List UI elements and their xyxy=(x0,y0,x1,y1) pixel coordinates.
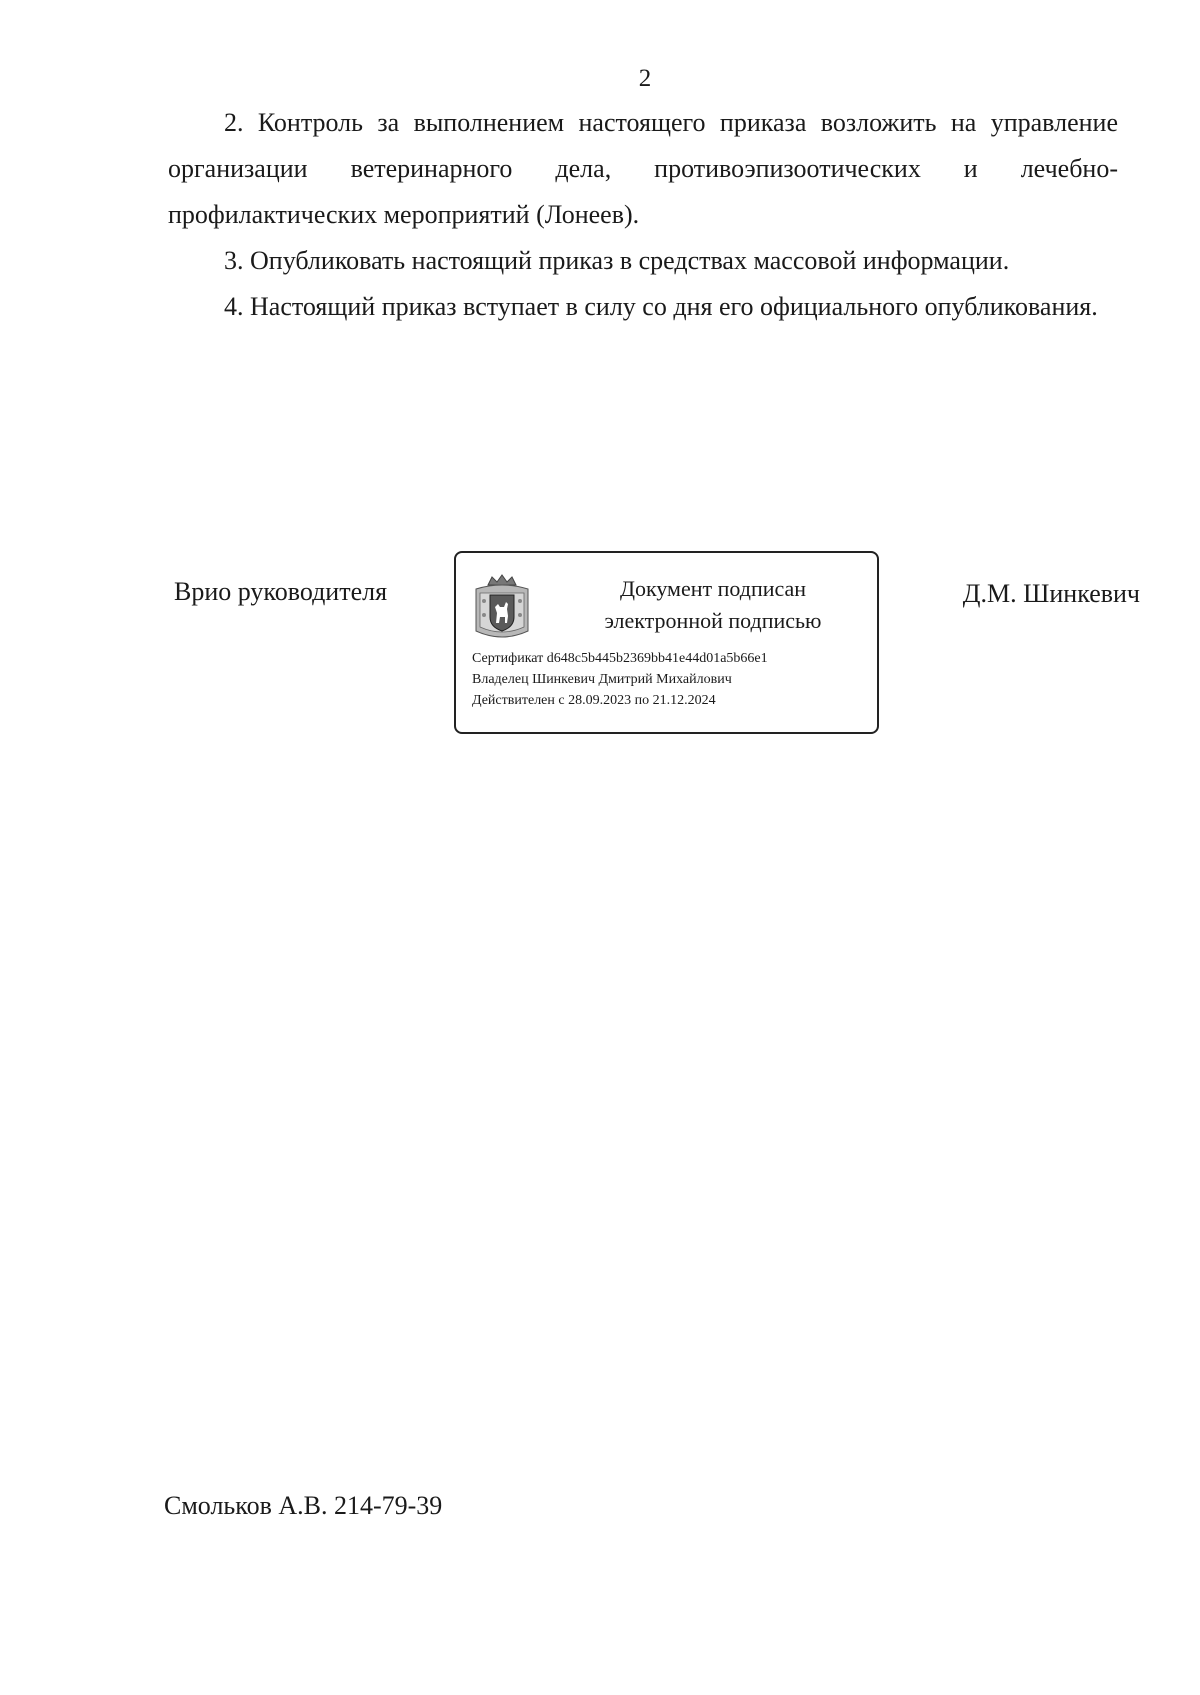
paragraph-effective-date: 4. Настоящий приказ вступает в силу со дня его официального опубликования. xyxy=(224,292,1098,321)
executor-contact: Смольков А.В. 214-79-39 xyxy=(164,1491,443,1520)
paragraph-control: 2. Контроль за выполнением настоящего приказа возложить на управление организации ветеринарного дела, противоэпизоотических и лечебно-профилактических мероприятий (Лонеев). xyxy=(168,108,1118,229)
page-number: 2 xyxy=(638,65,652,92)
document-body xyxy=(168,100,1118,330)
stamp-heading xyxy=(548,573,878,637)
electronic-signature-stamp xyxy=(454,551,879,734)
samara-coat-of-arms-icon xyxy=(472,571,532,643)
stamp-heading-line-2: электронной подписью xyxy=(604,608,822,633)
stamp-owner: Владелец Шинкевич Дмитрий Михайлович xyxy=(472,672,732,687)
stamp-heading-line-1: Документ подписан xyxy=(619,576,807,601)
stamp-certificate: Сертификат d648c5b445b2369bb41e44d01a5b66e1 xyxy=(472,651,768,666)
paragraph-publish: 3. Опубликовать настоящий приказ в средствах массовой информации. xyxy=(224,246,1010,275)
signer-position-title: Врио руководителя xyxy=(174,577,388,606)
signer-name: Д.М. Шинкевич xyxy=(962,579,1140,608)
stamp-details xyxy=(472,648,872,711)
stamp-validity: Действителен с 28.09.2023 по 21.12.2024 xyxy=(472,693,716,708)
